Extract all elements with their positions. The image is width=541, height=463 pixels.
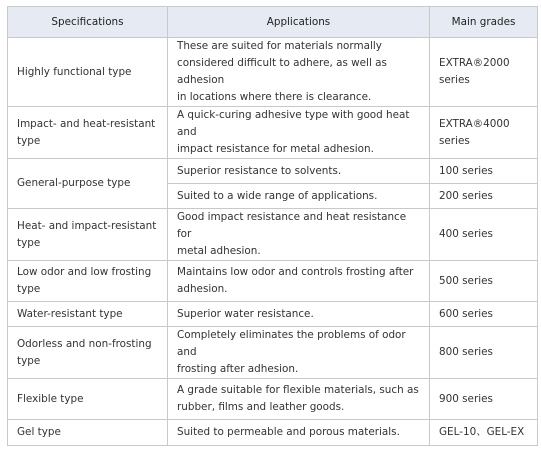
application-cell: Suited to permeable and porous materials. [168, 420, 430, 446]
table-header-row [8, 7, 538, 38]
spec-cell: General-purpose type [8, 159, 168, 209]
header-applications: Applications [168, 7, 430, 38]
table-row [8, 159, 538, 184]
application-cell: Superior water resistance. [168, 302, 430, 327]
table-row [8, 261, 538, 302]
table-row [8, 209, 538, 261]
table-row [8, 379, 538, 420]
spec-cell: Highly functional type [8, 38, 168, 107]
grade-cell: GEL-10、GEL-EX [430, 420, 538, 446]
application-cell: A grade suitable for flexible materials, such as rubber, films and leather goods. [168, 379, 430, 420]
table-row [8, 327, 538, 379]
grade-cell: 400 series [430, 209, 538, 261]
application-cell: Suited to a wide range of applications. [168, 184, 430, 209]
grade-cell: EXTRA®2000 series [430, 38, 538, 107]
table-row [8, 420, 538, 446]
application-cell: Maintains low odor and controls frosting after adhesion. [168, 261, 430, 302]
header-main-grades: Main grades [430, 7, 538, 38]
grade-cell: 600 series [430, 302, 538, 327]
table-row [8, 107, 538, 159]
grade-cell: 500 series [430, 261, 538, 302]
application-cell: A quick-curing adhesive type with good heat and impact resistance for metal adhesion. [168, 107, 430, 159]
header-specifications: Specifications [8, 7, 168, 38]
application-cell: Good impact resistance and heat resistance for metal adhesion. [168, 209, 430, 261]
grade-cell: EXTRA®4000 series [430, 107, 538, 159]
spec-cell: Odorless and non-frosting type [8, 327, 168, 379]
spec-cell: Gel type [8, 420, 168, 446]
application-cell: Completely eliminates the problems of odor and frosting after adhesion. [168, 327, 430, 379]
specifications-table [7, 6, 538, 446]
table-row [8, 302, 538, 327]
table-row [8, 38, 538, 107]
grade-cell: 100 series [430, 159, 538, 184]
grade-cell: 200 series [430, 184, 538, 209]
spec-cell: Impact- and heat-resistant type [8, 107, 168, 159]
application-cell: Superior resistance to solvents. [168, 159, 430, 184]
spec-cell: Flexible type [8, 379, 168, 420]
spec-cell: Low odor and low frosting type [8, 261, 168, 302]
spec-cell: Heat- and impact-resistant type [8, 209, 168, 261]
application-cell: These are suited for materials normally considered difficult to adhere, as well as adhesion in locations where there is clearance. [168, 38, 430, 107]
spec-cell: Water-resistant type [8, 302, 168, 327]
grade-cell: 900 series [430, 379, 538, 420]
grade-cell: 800 series [430, 327, 538, 379]
